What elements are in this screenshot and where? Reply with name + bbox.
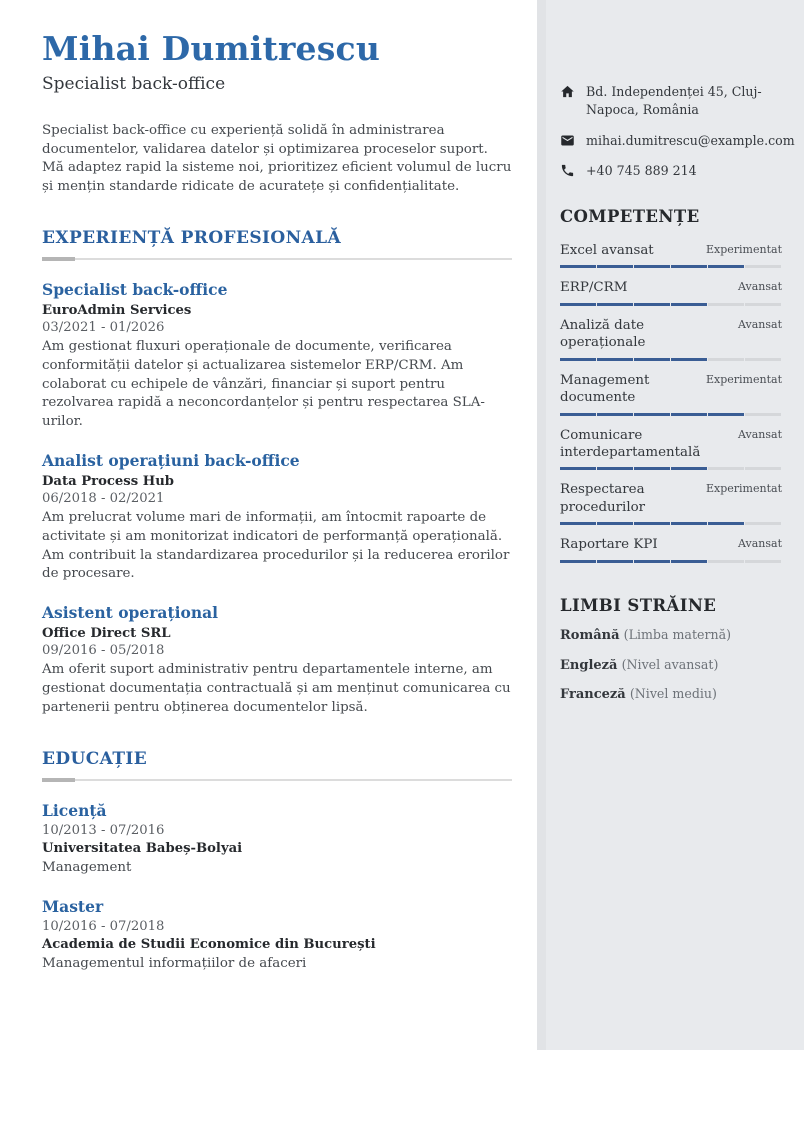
skill-bar <box>560 522 782 525</box>
skill-bar-segments <box>560 413 782 416</box>
skill-name: Analiză date operaționale <box>560 317 646 351</box>
job-dates: 06/2018 - 02/2021 <box>42 491 165 507</box>
skill-item <box>560 372 782 416</box>
language-item <box>560 627 782 645</box>
skill-level: Avansat <box>738 537 782 551</box>
skill-level: Avansat <box>738 427 782 441</box>
job-title: Asistent operațional <box>42 603 219 623</box>
language-level: (Nivel mediu) <box>629 686 717 702</box>
education-school: Universitatea Babeș-Bolyai <box>42 840 243 856</box>
experience-heading: EXPERIENȚĂ PROFESIONALĂ <box>42 228 342 248</box>
skill-bar-segments <box>560 303 782 306</box>
education-heading: EDUCAȚIE <box>42 748 148 769</box>
education-field: Managementul informațiilor de afaceri <box>42 955 307 971</box>
section-divider <box>42 778 512 782</box>
divider-line <box>42 258 512 260</box>
education-degree: Licență <box>42 800 107 820</box>
skill-name: Comunicare interdepartamentală <box>560 427 701 460</box>
job-entry <box>42 603 512 717</box>
contact-address: Bd. Independenței 45, Cluj-Napoca, România <box>586 84 762 118</box>
job-company: Office Direct SRL <box>42 626 171 642</box>
skill-level: Avansat <box>738 317 782 331</box>
divider-accent <box>42 257 75 261</box>
contact-phone-row <box>560 162 782 180</box>
person-name: Mihai Dumitrescu <box>42 29 381 68</box>
skill-bar-segments <box>560 358 782 361</box>
divider-accent <box>42 778 75 782</box>
skill-bar <box>560 467 782 470</box>
skill-bar <box>560 303 782 306</box>
job-title: Specialist back-office <box>42 280 228 299</box>
skill-name: Raportare KPI <box>560 537 658 553</box>
language-name: Franceză <box>560 687 626 703</box>
language-item <box>560 657 782 675</box>
skill-bar <box>560 413 782 416</box>
skill-level: Experimentat <box>706 243 782 256</box>
job-entry <box>42 451 512 584</box>
skill-name: Respectarea procedurilor <box>560 482 646 515</box>
contact-phone: +40 745 889 214 <box>586 162 697 178</box>
job-description: Am gestionat fluxuri operaționale de documente, verificarea conformității datelor și actualizarea sistemelor ERP/CRM. Am colaborat cu echipele de vânzări, financiar și suport pentru rezolvarea rapidă a neconcordanțelor și pentru respectarea SLA-urilor. <box>42 339 485 430</box>
skill-level: Avansat <box>738 280 782 294</box>
job-dates: 09/2016 - 05/2018 <box>42 643 165 659</box>
skill-bar-segments <box>560 467 782 470</box>
languages-heading: LIMBI STRĂINE <box>560 595 717 615</box>
skill-bar <box>560 560 782 563</box>
divider-line <box>42 779 512 781</box>
skill-bar <box>560 358 782 361</box>
job-company: EuroAdmin Services <box>42 303 192 319</box>
contact-email-row <box>560 132 795 150</box>
skill-bar-segments <box>560 560 782 563</box>
skill-item <box>560 536 782 562</box>
education-field: Management <box>42 859 132 875</box>
education-dates: 10/2016 - 07/2018 <box>42 918 165 934</box>
education-dates: 10/2013 - 07/2016 <box>42 822 165 838</box>
skill-bar-segments <box>560 522 782 525</box>
language-name: Română <box>560 627 620 643</box>
language-item <box>560 686 782 704</box>
skill-bar-segments <box>560 265 782 268</box>
section-divider <box>42 257 512 261</box>
job-entry <box>42 280 512 432</box>
skill-level: Experimentat <box>706 372 782 386</box>
skill-item <box>560 317 782 361</box>
person-job-title: Specialist back-office <box>42 73 226 94</box>
education-entry <box>42 897 512 974</box>
skill-level: Experimentat <box>706 482 782 496</box>
main-column <box>42 0 512 973</box>
sidebar-edge-shade <box>537 0 546 1050</box>
job-description: Am prelucrat volume mari de informații, am întocmit rapoarte de activitate și am monitorizat indicatori de performanță operațională. Am contribuit la standardizarea procedurilor și la reducerea erorilor de procesare. <box>42 510 510 582</box>
job-dates: 03/2021 - 01/2026 <box>42 320 165 336</box>
skill-name: ERP/CRM <box>560 280 628 296</box>
skill-item <box>560 481 782 525</box>
skill-item <box>560 279 782 305</box>
phone-icon <box>560 163 575 178</box>
skill-item <box>560 242 782 268</box>
job-description: Am oferit suport administrativ pentru departamentele interne, am gestionat documentația contractuală și am menținut comunicarea cu partenerii pentru obținerea documentelor lipsă. <box>42 662 511 715</box>
sidebar <box>537 0 804 1050</box>
education-entry <box>42 801 512 878</box>
contact-email: mihai.dumitrescu@example.com <box>586 132 795 148</box>
skill-name: Excel avansat <box>560 243 654 258</box>
contact-address-row <box>560 83 782 120</box>
mail-icon <box>560 133 575 148</box>
language-name: Engleză <box>560 657 618 673</box>
skills-heading: COMPETENȚE <box>560 207 700 226</box>
job-title: Analist operațiuni back-office <box>42 450 300 470</box>
skill-name: Management documente <box>560 372 650 406</box>
education-school: Academia de Studii Economice din București <box>42 936 376 952</box>
job-company: Data Process Hub <box>42 474 174 490</box>
skill-item <box>560 427 782 471</box>
skill-bar <box>560 265 782 268</box>
language-level: (Nivel avansat) <box>621 656 719 672</box>
home-icon <box>560 84 575 99</box>
language-level: (Limba maternă) <box>623 626 732 642</box>
education-degree: Master <box>42 896 104 916</box>
profile-summary: Specialist back-office cu experiență solidă în administrarea documentelor, validarea datelor și optimizarea proceselor suport. Mă adaptez rapid la sisteme noi, prioritizez eficient volumul de lucru și mențin standarde ridicate de acuratețe și confidențialitate. <box>42 122 512 195</box>
